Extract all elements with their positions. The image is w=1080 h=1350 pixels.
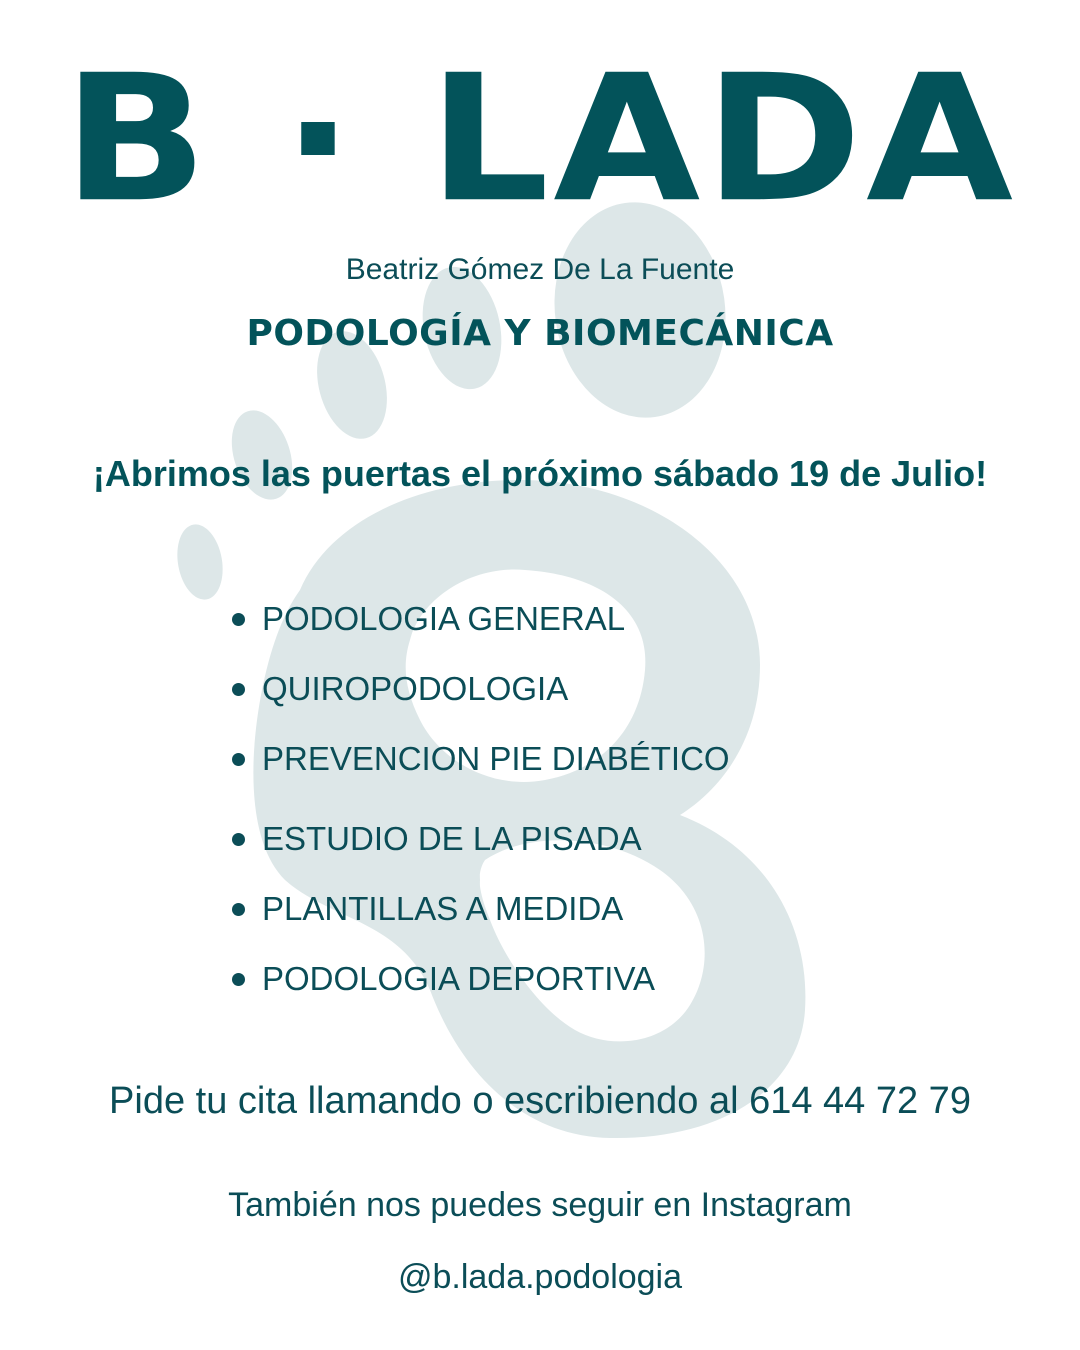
instagram-handle: @b.lada.podologia — [397, 1258, 683, 1296]
service-label: PREVENCION PIE DIABÉTICO — [262, 740, 730, 777]
service-label: QUIROPODOLOGIA — [262, 670, 569, 707]
list-item — [232, 584, 730, 654]
service-label: PODOLOGIA DEPORTIVA — [262, 960, 656, 997]
service-label: PLANTILLAS A MEDIDA — [262, 890, 624, 927]
list-item — [232, 724, 730, 794]
opening-announcement: ¡Abrimos las puertas el próximo sábado 19 de Julio! — [92, 453, 988, 494]
bullet-dot-icon — [232, 683, 245, 696]
contact-call-to-action: Pide tu cita llamando o escribiendo al 614 44 72 79 — [109, 1080, 971, 1122]
instagram-invite: También nos puedes seguir en Instagram — [228, 1186, 852, 1224]
list-item — [232, 654, 730, 724]
service-label: ESTUDIO DE LA PISADA — [262, 820, 642, 857]
bullet-dot-icon — [232, 753, 245, 766]
list-item — [232, 874, 730, 944]
bullet-dot-icon — [232, 903, 245, 916]
bullet-dot-icon — [232, 973, 245, 986]
brand-logo-title: B · LADA — [62, 37, 1018, 241]
bullet-dot-icon — [232, 833, 245, 846]
owner-name: Beatriz Gómez De La Fuente — [345, 253, 735, 286]
list-item — [232, 944, 730, 1014]
specialty-heading: PODOLOGÍA Y BIOMECÁNICA — [246, 313, 834, 354]
list-item — [232, 804, 730, 874]
services-list — [232, 584, 730, 1014]
bullet-dot-icon — [232, 613, 245, 626]
service-label: PODOLOGIA GENERAL — [262, 600, 626, 637]
